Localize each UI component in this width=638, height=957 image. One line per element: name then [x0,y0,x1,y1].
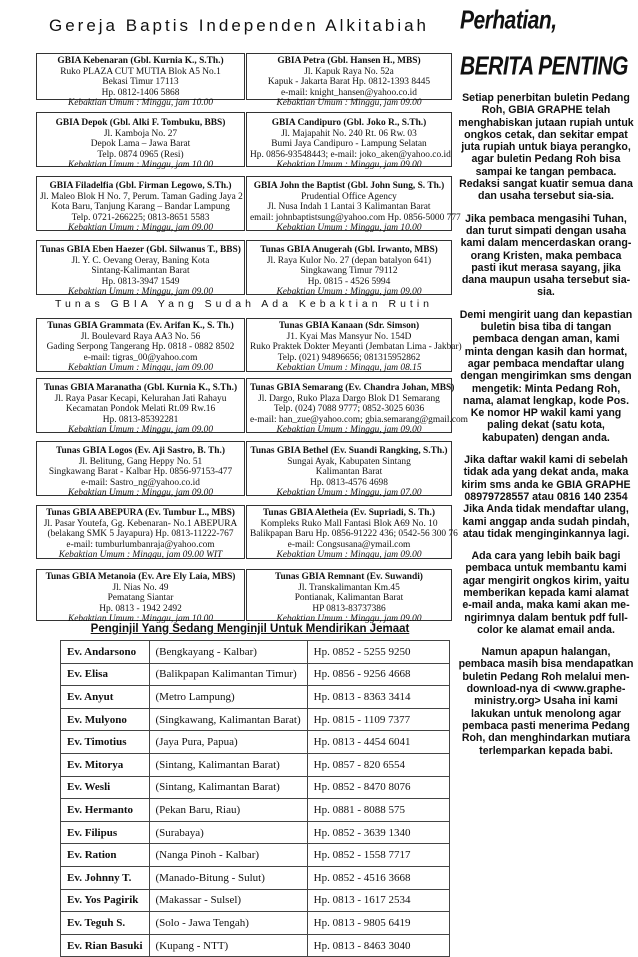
church-address: Prudential Office Agency [301,191,397,202]
evangelist-location: (Sintang, Kalimantan Barat) [149,753,307,776]
evangelist-location: (Singkawang, Kalimantan Barat) [149,708,307,731]
church-title: Tunas GBIA Semarang (Ev. Chandra Johan, MBS) [250,383,455,393]
table-row [61,686,450,709]
evangelist-name: Ev. Rian Basuki [61,934,150,957]
church-schedule: Kebaktian Umum : Minggu, jam 09.00 [276,98,422,108]
church-title: GBIA Kebenaran (Gbl. Kurnia K., S.Th.) [57,56,224,66]
church-address: Ruko PLAZA CUT MUTIA Blok A5 No.1 [60,66,221,77]
church-address: Jl. Nias No. 49 [112,582,169,593]
church-schedule: Kebaktian Umum : Minggu, jam 09.00 [67,287,214,297]
church-contact: Hp. 0813-3947 1549 [101,276,180,287]
church-card [36,240,245,295]
church-schedule: Kebaktian Umum : Minggu, jam 10.00 [276,223,422,233]
church-schedule: Kebaktian Umum : Minggu, jam 07.00 [276,488,422,498]
evangelist-phone: Hp. 0852 - 4516 3668 [307,866,449,889]
church-card [246,53,452,108]
church-contact: Hp. 0856-93548443; e-mail: joko_aken@yahoo.co.id [250,149,451,160]
church-address: Sintang-Kalimantan Barat [91,266,190,276]
church-address: Jl. Belitung, Gang Heppy No. 51 [78,456,203,467]
table-row [61,776,450,799]
table-row [61,708,450,731]
church-schedule: Kebaktian Umum : Minggu, jam 09.00 [276,550,422,560]
church-title: Tunas GBIA Metanoia (Ev. Are Ely Laia, MBS) [45,572,236,582]
church-card [246,176,461,233]
church-card [36,378,245,433]
church-card [36,441,245,496]
notice-paragraph: Jika pembaca mengasihi Tuhan, dan turut simpati dengan usaha kami dalam mencerdaskan orang-orang Kristen, maka pembaca pasti ikut merasa sayang, jika dana maupun usaha tersebut sia-sia. [460,212,632,299]
church-address: Jl. Transkalimantan Km.45 [298,582,400,593]
notice-column [458,6,634,757]
evangelist-location: (Solo - Jawa Tengah) [149,912,307,935]
evangelist-location: (Manado-Bitung - Sulut) [149,866,307,889]
evangelists-title: Penginjil Yang Sedang Menginjil Untuk Mendirikan Jemaat [90,623,410,635]
notice-paragraph: Ada cara yang lebih baik bagi pembaca untuk membantu kami agar mengirit ongkos kirim, yaitu memberikan kepada kami alamat e-mail anda, maka kami akan me-ngirimnya dalam bentuk pdf full-color ke alamat email anda. [462,550,630,636]
evangelist-name: Ev. Anyut [61,686,150,709]
evangelist-location: (Bengkayang - Kalbar) [149,641,307,664]
evangelist-location: (Pekan Baru, Riau) [149,799,307,822]
notice-paragraph: Namun apapun halangan, pembaca masih bisa mendapatkan buletin Pedang Roh melalui men-download-nya di <www.graphe-ministry.org> Usaha ini kami lakukan untuk menolong agar pembaca pasti menerima Pedang Roh, dan menghindarkan mutiara terlemparkan kepada babi. [458,646,634,757]
notice-paragraph: Demi mengirit uang dan kepastian buletin bisa tiba di tangan pembaca dengan aman, kami minta dengan kasih dan hormat, agar pembaca mendaftar ulang dengan mengirimkan sms dengan mengetik: Minta Pedang Roh, nama, alamat lengkap, kode Pos. Ke nomor HP wakil kami yang paling dekat (satu kota, kabupaten) dengan anda. [459,308,633,444]
church-schedule: Kebaktian Umum : Minggu, jam 09.00 [67,425,214,435]
church-contact: Hp. 0813-85392281 [102,414,179,425]
church-contact: email: johnbaptistsung@yahoo.com Hp. 0856-5000 777 [250,212,461,223]
evangelist-phone: Hp. 0857 - 820 6554 [307,753,449,776]
church-card [36,318,245,372]
church-address: Sungai Ayak, Kabupaten Sintang [287,456,411,467]
evangelist-phone: Hp. 0813 - 8363 3414 [307,686,449,709]
church-address: Gading Serpong Tangerang Hp. 0818 - 0882 8502 [46,342,235,352]
church-title: Tunas GBIA Remnant (Ev. Suwandi) [275,572,423,582]
evangelist-location: (Jaya Pura, Papua) [149,731,307,754]
evangelist-name: Ev. Andarsono [61,641,150,664]
evangelist-location: (Metro Lampung) [149,686,307,709]
church-schedule: Kebaktian Umum : Minggu, jam 09.00 [276,425,422,435]
table-row [61,934,450,957]
church-title: GBIA Filadelfia (Gbl. Firman Legowo, S.Th.) [49,181,232,191]
church-card [36,112,245,170]
evangelist-phone: Hp. 0852 - 8470 8076 [307,776,449,799]
table-row [61,866,450,889]
evangelist-phone: Hp. 0813 - 8463 3040 [307,934,449,957]
church-contact: Telp. (021) 94896656; 081315952862 [277,352,421,363]
evangelist-phone: Hp. 0852 - 5255 9250 [307,641,449,664]
church-schedule: Kebaktian Umum : Minggu, jam 10.00 [67,614,214,624]
church-card [36,53,245,108]
church-contact: e-mail: tumburlumbanraja@yahoo.com [66,539,215,550]
evangelist-location: (Surabaya) [149,821,307,844]
church-address: Telp. (024) 7088 9777; 0852-3025 6036 [273,404,425,414]
evangelist-location: (Kupang - NTT) [149,934,307,957]
church-address: Kalimantan Barat [315,467,383,477]
church-schedule: Kebaktian Umum : Minggu, jam 09.00 [276,614,422,624]
church-address: Pematang Siantar [107,593,174,603]
church-card [246,112,452,170]
evangelist-name: Ev. Filipus [61,821,150,844]
church-card [246,441,452,496]
church-card [36,505,245,559]
evangelist-name: Ev. Timotius [61,731,150,754]
church-address: Depok Lama – Jawa Barat [90,139,191,149]
church-title: Tunas GBIA Grammata (Ev. Arifan K., S. Th.) [47,321,234,331]
church-address: Singkawang Timur 79112 [300,266,398,276]
church-contact: Telp. 0721-266225; 0813-8651 5583 [71,212,210,223]
evangelist-name: Ev. Ration [61,844,150,867]
evangelist-name: Ev. Hermanto [61,799,150,822]
church-schedule: Kebaktian Umum : Minggu, jam 09.00 [276,160,422,170]
church-address: Jl. Raya Pasar Kecapi, Kelurahan Jati Rahayu [54,393,227,404]
church-card [36,569,245,624]
table-row [61,844,450,867]
church-address: Jl. Nusa Indah 1 Lantai 3 Kalimantan Barat [267,202,431,212]
church-schedule: Kebaktian Umum : Minggu, jam 09.00 [67,223,214,233]
church-address: Jl. Pasar Youtefa, Gg. Kebenaran- No.1 ABEPURA [43,518,238,529]
church-card [246,378,468,435]
table-row [61,663,450,686]
church-card [246,569,452,624]
table-row [61,889,450,912]
evangelist-location: (Nanga Pinoh - Kalbar) [149,844,307,867]
church-address: Kecamatan Pondok Melati Rt.09 Rw.16 [65,404,216,414]
church-address: Kota Baru, Tanjung Karang – Bandar Lampung [51,202,230,212]
church-address: Kapuk - Jakarta Barat Hp. 0812-1393 8445 [267,77,431,87]
church-schedule: Kebaktian Umum : Minggu, jam 09.00 [67,488,214,498]
church-title: GBIA Depok (Gbl. Alki F. Tombuku, BBS) [55,118,226,128]
church-address: (belakang SMK 5 Jayapura) Hp. 0813-11222-767 [47,529,234,539]
evangelist-name: Ev. Mulyono [61,708,150,731]
evangelist-name: Ev. Johnny T. [61,866,150,889]
table-row [61,799,450,822]
table-row [61,821,450,844]
church-address: Ruko Praktek Dokter Meyanti (Jembatan Lima - Jakbar) [250,342,462,352]
evangelist-name: Ev. Yos Pagirik [61,889,150,912]
church-schedule: Kebaktian Umum : Minggu, jam 10.00 [67,160,214,170]
church-schedule: Kebaktian Umum : Minggu, jam 10.00 [67,98,214,108]
notice-paragraph: Jika daftar wakil kami di sebelah tidak ada yang dekat anda, maka kirim sms anda ke GBIA GRAPHE 08979728557 atau 0816 140 2354 Jika Anda tidak mendaftar ulang, kami anggap anda sudah pindah, atau tidak menginginkannya lagi. [461,454,631,540]
evangelist-phone: Hp. 0881 - 8088 575 [307,799,449,822]
table-row [61,753,450,776]
church-title: Tunas GBIA Maranatha (Gbl. Kurnia K., S.Th.) [43,383,238,393]
church-contact: Hp. 0812-1406 5868 [101,87,180,98]
church-address: Balikpapan Baru Hp. 0856-91222 436; 0542-56 300 76 [250,529,458,539]
church-schedule: Kebaktian Umum : Minggu, jam 08.15 [276,363,422,373]
page-title: Gereja Baptis Independen Alkitabiah [48,16,430,35]
church-contact: e-mail: knight_hansen@yahoo.co.id [281,87,417,98]
church-title: Tunas GBIA Bethel (Ev. Suandi Rangking, S.Th.) [250,446,448,456]
church-contact: e-mail: tigras_00@yahoo.com [83,352,198,363]
church-address: Kompleks Ruko Mall Fantasi Blok A69 No. 10 [260,518,438,529]
notice-title: Perhatian, [460,6,557,35]
church-address: Jl. Y. C. Oevang Oeray, Baning Kota [71,255,210,266]
section-subtitle: Tunas GBIA Yang Sudah Ada Kebaktian Rutin [54,298,434,310]
church-address: Jl. Maleo Blok H No. 7, Perum. Taman Gading Jaya 2 [40,191,243,202]
evangelist-phone: Hp. 0813 - 9805 6419 [307,912,449,935]
evangelist-phone: Hp. 0813 - 4454 6041 [307,731,449,754]
church-address: Jl. Dargo, Ruko Plaza Dargo Blok D1 Semarang [258,393,440,404]
evangelist-location: (Sintang, Kalimantan Barat) [149,776,307,799]
church-address: Pontianak, Kalimantan Barat [294,593,404,603]
evangelist-phone: Hp. 0852 - 3639 1340 [307,821,449,844]
table-row [61,912,450,935]
church-address: Singkawang Barat - Kalbar Hp. 0856-97153-477 [48,467,233,477]
church-address: Jl. Raya Kulor No. 27 (depan batalyon 641) [266,255,432,266]
church-contact: Hp. 0815 - 4526 5994 [307,276,391,287]
church-contact: e-mail: Congsusana@ymail.com [287,539,411,550]
church-title: GBIA John the Baptist (Gbl. John Sung, S. Th.) [253,181,445,191]
church-contact: HP 0813-83737386 [312,603,386,614]
church-title: GBIA Candipuro (Gbl. Joko R., S.Th.) [271,118,427,128]
church-card [36,176,245,231]
church-address: J1. Kyai Mas Mansyur No. 154D [286,331,412,342]
evangelist-name: Ev. Teguh S. [61,912,150,935]
evangelist-name: Ev. Mitorya [61,753,150,776]
church-title: Tunas GBIA Anugerah (Gbl. Irwanto, MBS) [260,245,438,255]
table-row [61,641,450,664]
evangelists-table [60,640,450,957]
church-address: Jl. Kamboja No. 27 [103,128,178,139]
church-title: Tunas GBIA ABEPURA (Ev. Tumbur L., MBS) [46,508,235,518]
notice-subtitle: BERITA PENTING [460,52,629,81]
church-schedule: Kebaktian Umum : Minggu, jam 09.00 WIT [58,550,223,560]
church-address: Jl. Majapahit No. 240 Rt. 06 Rw. 03 [281,128,417,139]
church-title: Tunas GBIA Eben Haezer (Gbl. Silwanus T., BBS) [40,245,241,255]
church-address: Jl. Boulevard Raya AA3 No. 56 [80,331,201,342]
church-contact: e-mail: han_zue@yahoo.com; gbia.semarang@gmail.com [250,414,468,425]
church-title: Tunas GBIA Kanaan (Sdr. Simson) [278,321,420,331]
church-title: GBIA Petra (Gbl. Hansen H., MBS) [277,56,421,66]
church-card [246,505,458,560]
church-contact: Hp. 0813 - 1942 2492 [99,603,182,614]
church-address: Jl. Kapuk Raya No. 52a [304,66,394,77]
church-title: Tunas GBIA Aletheia (Ev. Supriadi, S. Th.) [263,508,435,518]
church-address: Bumi Jaya Candipuro - Lampung Selatan [271,139,427,149]
church-contact: Hp. 0813-4576 4698 [310,477,388,488]
church-address: Bekasi Timur 17113 [102,77,179,87]
church-contact: Telp. 0874 0965 (Resi) [97,149,184,160]
church-card [246,318,462,373]
evangelist-location: (Makassar - Sulsel) [149,889,307,912]
table-row [61,731,450,754]
evangelist-name: Ev. Wesli [61,776,150,799]
church-card [246,240,452,295]
evangelist-phone: Hp. 0813 - 1617 2534 [307,889,449,912]
notice-paragraph: Setiap penerbitan buletin Pedang Roh, GBIA GRAPHE telah menghabiskan jutaan rupiah untuk ongkos cetak, dan sekitar empat juta rupiah untuk biaya perangko, agar buletin Pedang Roh bisa sampai ke tangan pembaca. Redaksi sangat kuatir semua dana dan usaha tersebut sia-sia. [458,92,634,203]
evangelist-phone: Hp. 0852 - 1558 7717 [307,844,449,867]
evangelist-phone: Hp. 0856 - 9256 4668 [307,663,449,686]
church-title: Tunas GBIA Logos (Ev. Aji Sastro, B. Th.) [56,446,225,456]
church-schedule: Kebaktian Umum : Minggu, jam 09.00 [276,287,422,297]
evangelist-name: Ev. Elisa [61,663,150,686]
church-schedule: Kebaktian Umum : Minggu, jam 09.00 [67,363,214,373]
evangelist-location: (Balikpapan Kalimantan Timur) [149,663,307,686]
evangelist-phone: Hp. 0815 - 1109 7377 [307,708,449,731]
church-contact: e-mail: Sastro_ng@yahoo.co.id [81,477,200,488]
